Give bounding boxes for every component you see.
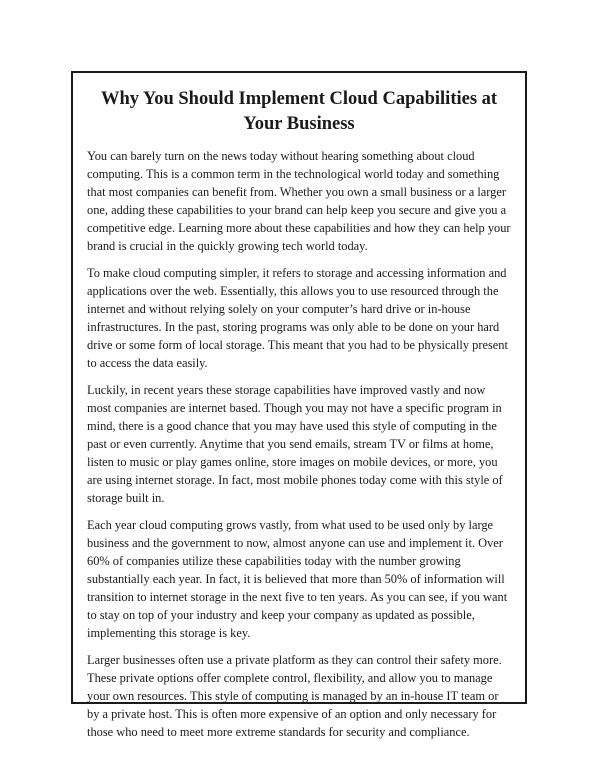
paragraph-recent-years: Luckily, in recent years these storage capabilities have improved vastly and now most companies are internet based. Though you may not have a specific program in mind, there is a good chance that you may have used this style of computing in the past or even currently. Anytime that you send emails, stream TV or films at home, listen to music or play games online, store images on mobile devices, or more, you are using internet storage. In fact, most mobile phones today come with this style of storage built in.: [87, 383, 503, 505]
paragraph-definition: To make cloud computing simpler, it refers to storage and accessing information and applications over the web. Essentially, this allows you to use resourced through the internet and without relying solely on your computer’s hard drive or in-house infrastructures. In the past, storing programs was only able to be done on your hard drive or some form of local storage. This meant that you had to be physically present to access the data easily.: [87, 266, 508, 370]
paragraph-intro: You can barely turn on the news today without hearing something about cloud computing. This is a common term in the technological world today and something that most companies can benefit from. Whether you own a small business or a larger one, adding these capabilities to your brand can help keep you secure and give you a competitive edge. Learning more about these capabilities and how they can help your brand is crucial in the quickly growing tech world today.: [87, 149, 511, 253]
article-title: Why You Should Implement Cloud Capabilities at Your Business: [100, 89, 498, 134]
paragraph-private-platform: Larger businesses often use a private platform as they can control their safety more. These private options offer complete control, flexibility, and allow you to manage your own resources. This style of computing is managed by an in-house IT team or by a private host. This is often more expensive of an option and only necessary for those who need to meet more extreme standards for security and compliance.: [87, 653, 502, 739]
article-frame: [71, 71, 527, 739]
paragraph-growth: Each year cloud computing grows vastly, from what used to be used only by large business and the government to now, almost anyone can use and implement it. Over 60% of companies utilize these capabilities today with the number growing substantially each year. In fact, it is believed that more than 50% of information will transition to internet storage in the next five to ten years. As you can see, if you want to stay on top of your industry and keep your company as updated as possible, implementing this storage is key.: [87, 518, 508, 640]
